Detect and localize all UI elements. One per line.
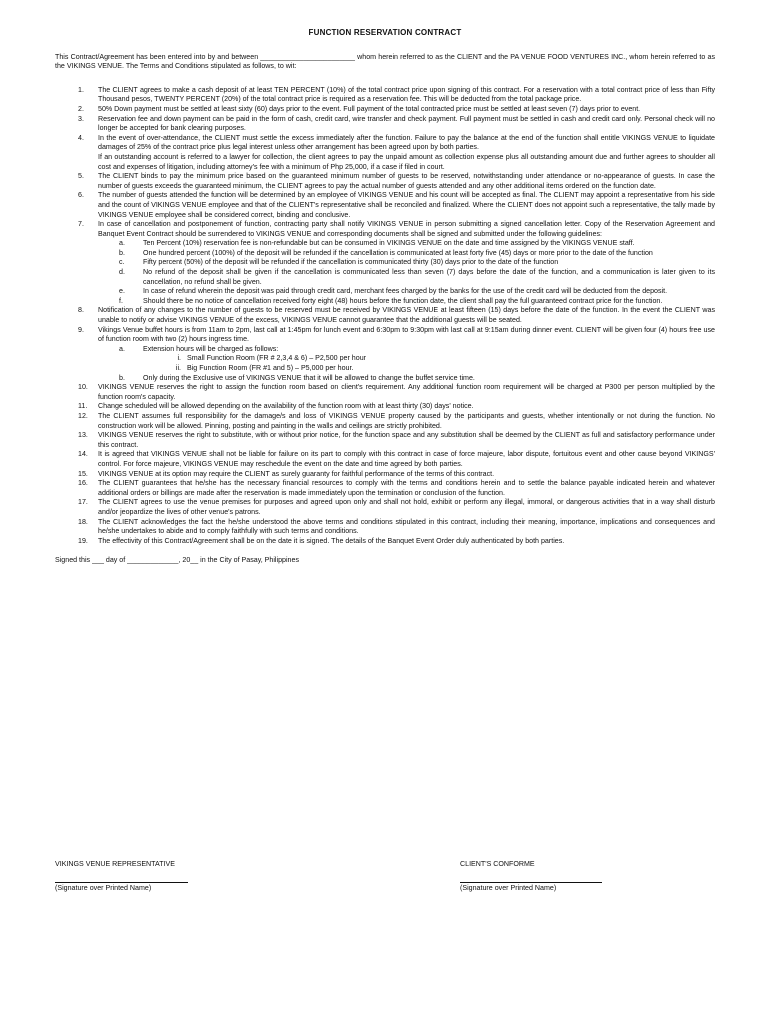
clause-text: VIKINGS VENUE reserves the right to substitute, with or without prior notice, for the function space and any substitution shall be deemed by the CLIENT as full and satisfactory performance under this contract. [98, 431, 715, 449]
clause-item [55, 479, 715, 498]
clause-item [55, 220, 715, 306]
clause-number: 4. [78, 133, 84, 142]
clause-text: The number of guests attended the function will be determined by an employee of VIKINGS VENUE and his count will be accepted as final. The CLIENT may appoint a representative from his side and the count of VIKINGS VENUE employee and that of the CLIENT's representative shall be reconciled and finalized. Where the CLIENT does not appoint such a representative, the tally made by VIKINGS VENUE employee shall be considered correct, binding and conclusive. [98, 191, 715, 219]
clause-text: Notification of any changes to the number of guests to be reserved must be received by VIKINGS VENUE at least fifteen (15) days before the date of the function. In the event the CLIENT was unable to notify or advise VIKINGS VENUE of the excess, VIKINGS VENUE cannot guarantee that the additional guests will be seated. [98, 306, 715, 325]
clause-number: 9. [78, 325, 84, 334]
signed-line: Signed this ___ day of _____________, 20__ in the City of Pasay, Philippines [55, 556, 299, 565]
sub-clause-text: Ten Percent (10%) reservation fee is non-refundable but can be consumed in VIKINGS VENUE on the date and time assigned by the VIKINGS VENUE staff. [143, 239, 635, 248]
clause-text: Reservation fee and down payment can be paid in the form of cash, credit card, wire transfer and check payment. Full payment must be settled in cash and credit card only. Personal check will no longer be accepted for bank clearing purposes. [98, 114, 715, 133]
sub-clause-marker: c. [119, 258, 125, 267]
clause-item [55, 450, 715, 469]
sub-clause-item [98, 345, 715, 355]
clause-text: In the event of over-attendance, the CLIENT must settle the excess immediately after the function. Failure to pay the balance at the end of the function shall entitle VIKINGS VENUE to liquidate damages of 25% of the contract price plus legal interest unless other arrangement has been agreed upon by both parties. [98, 133, 715, 152]
intro-paragraph: This Contract/Agreement has been entered into by and between ________________________ whom herein referred to as the CLIENT and the PA VENUE FOOD VENTURES INC., whom herein referred to as the VIKINGS VENUE. The Terms and Conditions stipulated as follows, to wit: [55, 52, 715, 71]
sub-clause-marker: b. [119, 248, 125, 257]
sub-clause-item [98, 268, 715, 287]
clause-number: 16. [78, 479, 88, 488]
sub-sub-clause-item [98, 354, 715, 364]
client-signature-caption: (Signature over Printed Name) [460, 884, 557, 892]
sub-sub-clause-text: Small Function Room (FR # 2,3,4 & 6) – P2,500 per hour [187, 354, 367, 363]
client-signature-line [460, 882, 602, 883]
clause-number: 1. [78, 85, 84, 94]
client-signatory-title: CLIENT'S CONFORME [460, 860, 535, 868]
clause-text: Vikings Venue buffet hours is from 11am to 2pm, last call at 1:45pm for lunch event and 6:30pm to 9:30pm with last call at 9:15am during dinner event. CLIENT will be given four (4) hours free use of function room with two (2) hours ingress time. [98, 325, 715, 344]
clause-number: 14. [78, 450, 88, 459]
clause-item [55, 105, 715, 115]
sub-clause-text: Fifty percent (50%) of the deposit will be refunded if the cancellation is communicated thirty (30) days prior to the date of the function [143, 258, 559, 267]
clause-number: 7. [78, 220, 84, 229]
sub-clause-text: One hundred percent (100%) of the deposit will be refunded if the cancellation is communicated at least forty five (45) days or more prior to the date of the function [143, 248, 653, 257]
clause-number: 17. [78, 498, 88, 507]
clause-number: 3. [78, 114, 84, 123]
clause-item [55, 172, 715, 191]
clause-number: 13. [78, 431, 88, 440]
clause-item [55, 470, 715, 480]
clause-item [55, 326, 715, 384]
clause-item [55, 431, 715, 450]
sub-clause-text: Extension hours will be charged as follows: [143, 344, 279, 353]
clause-item [55, 383, 715, 402]
clause-text: The CLIENT binds to pay the minimum price based on the guaranteed minimum number of guests to be reserved, notwithstanding under attendance or no-appearance of guests. In case the number of guests exceeds the guaranteed minimum, the CLIENT agrees to pay the actual number of guests attended and any other additional items ordered on the function date. [98, 172, 715, 190]
clause-number: 6. [78, 191, 84, 200]
sub-sub-clause-item [98, 364, 715, 374]
clause-text: The CLIENT agrees to use the venue premises for purposes and agreed upon only and shall not hold, exhibit or perform any illegal, immoral, or dangerous activities that in a way shall disturb and/or jeopardize the lives of other venue's patrons. [98, 498, 715, 516]
clause-number: 12. [78, 411, 88, 420]
sub-clause-list [98, 345, 715, 383]
clause-item [55, 498, 715, 517]
clause-text: The CLIENT assumes full responsibility for the damage/s and loss of VIKINGS VENUE property caused by the participants and guests, whether intentionally or not during the function. No construction work will be allowed. Pinning, posting and painting in the walls and ceilings are strictly prohibited. [98, 411, 715, 430]
clause-number: 10. [78, 383, 88, 392]
sub-clause-marker: b. [119, 373, 125, 382]
clause-text: VIKINGS VENUE at its option may require the CLIENT as surely guaranty for faithful performance of the terms of this contract. [98, 469, 495, 478]
clause-text-continued: If an outstanding account is referred to a lawyer for collection, the client agrees to pay the unpaid amount as collection expense plus all outstanding amount due and further agrees to shoulder all cost and expenses of litigation, including attorney's fee with a minimum of Php 25,000, if a case if filed in court. [98, 152, 715, 171]
sub-clause-text: No refund of the deposit shall be given if the cancellation is communicated less than seven (7) days before the date of the function, and a communication is later given to its cancellation, no refund shall be given. [143, 268, 715, 286]
client-signature-block [460, 860, 720, 892]
sub-clause-text: Should there be no notice of cancellation received forty eight (48) hours before the function date, the client shall pay the full guaranteed contract price for the function. [143, 296, 663, 305]
sub-clause-list [98, 239, 715, 306]
vendor-signature-line [55, 882, 188, 883]
clause-item [55, 402, 715, 412]
document-title: FUNCTION RESERVATION CONTRACT [308, 28, 462, 37]
sub-clause-text: Only during the Exclusive use of VIKINGS VENUE that it will be allowed to change the buffet service time. [143, 373, 475, 382]
clause-text: The CLIENT agrees to make a cash deposit of at least TEN PERCENT (10%) of the total contract price upon signing of this contract. For a reservation with a total contract price of less than Fifty Thousand pesos, TWENTY PERCENT (20%) of the total contract price is required as a reservation fee. This will be deducted from the total package price. [98, 85, 715, 104]
clause-item [55, 412, 715, 431]
clause-item [55, 191, 715, 220]
sub-clause-text: In case of refund wherein the deposit was paid through credit card, merchant fees charged by the banks for the use of the credit card will be deducted from the deposit. [143, 287, 668, 296]
sub-clause-item [98, 239, 715, 249]
sub-sub-clause-text: Big Function Room (FR #1 and 5) – P5,000 per hour. [187, 364, 354, 372]
sub-clause-item [98, 374, 715, 384]
vendor-signatory-title: VIKINGS VENUE REPRESENTATIVE [55, 860, 175, 868]
clause-item [55, 134, 715, 172]
sub-clause-item [98, 258, 715, 268]
sub-sub-clause-marker: ii. [175, 364, 181, 372]
vendor-signature-caption: (Signature over Printed Name) [55, 884, 152, 892]
sub-clause-marker: e. [119, 287, 125, 296]
clause-number: 19. [78, 536, 88, 545]
clause-number: 8. [78, 306, 84, 315]
clause-item [55, 86, 715, 105]
contract-document [55, 0, 715, 566]
vendor-signature-block [55, 860, 315, 892]
clause-number: 18. [78, 517, 88, 526]
sub-clause-item [98, 297, 715, 307]
clause-list [55, 86, 715, 547]
sub-clause-item [98, 287, 715, 297]
sub-clause-marker: d. [119, 268, 125, 277]
clause-text: Change scheduled will be allowed depending on the availability of the function room with at least thirty (30) days' notice. [98, 402, 474, 411]
clause-number: 2. [78, 104, 84, 113]
clause-item [55, 306, 715, 325]
clause-number: 5. [78, 172, 84, 181]
sub-clause-marker: f. [119, 296, 123, 305]
sub-clause-marker: a. [119, 344, 125, 353]
clause-text: It is agreed that VIKINGS VENUE shall not be liable for failure on its part to comply with this contract in case of force majeure, labor dispute, fortuitous event and other cause beyond VIKINGS' control. For force majeure, VIKINGS VENUE may reschedule the event on the date and time agreed by both parties. [98, 450, 715, 468]
clause-text: The CLIENT acknowledges the fact the he/she understood the above terms and conditions stipulated in this contract, including their meaning, importance, implications and consequences and he/she undertakes to abide and to comply faithfully with such terms and conditions. [98, 517, 715, 536]
sub-sub-clause-marker: i. [177, 354, 181, 363]
clause-item [55, 115, 715, 134]
clause-number: 11. [78, 402, 88, 411]
clause-item [55, 518, 715, 537]
clause-text: In case of cancellation and postponement of function, contracting party shall notify VIKINGS VENUE in person submitting a signed cancellation letter. Copy of the Reservation Agreement and Banquet Event Contract should be surrendered to VIKINGS VENUE and corresponding documents shall be signed and submitted under the following guidelines: [98, 220, 715, 238]
clause-text: 50% Down payment must be settled at least sixty (60) days prior to the event. Full payment of the total contracted price must be settled at least seven (7) days prior to event. [98, 104, 641, 113]
clause-item [55, 537, 715, 547]
sub-clause-marker: a. [119, 239, 125, 248]
clause-text: The effectivity of this Contract/Agreement shall be on the date it is signed. The details of the Banquet Event Order duly authenticated by both parties. [98, 536, 565, 545]
clause-number: 15. [78, 469, 88, 478]
clause-text: The CLIENT guarantees that he/she has the necessary financial resources to comply with the terms and conditions herein and to settle the balance payable indicated herein and whatever additional orders or billings are made after the reservation is made immediately upon the termination or conclusion of the function. [98, 479, 715, 497]
clause-text: VIKINGS VENUE reserves the right to assign the function room based on client's requirement. Any additional function room requirement will be charged at P300 per person multiplied by the function room's capacity. [98, 383, 715, 401]
sub-clause-item [98, 249, 715, 259]
